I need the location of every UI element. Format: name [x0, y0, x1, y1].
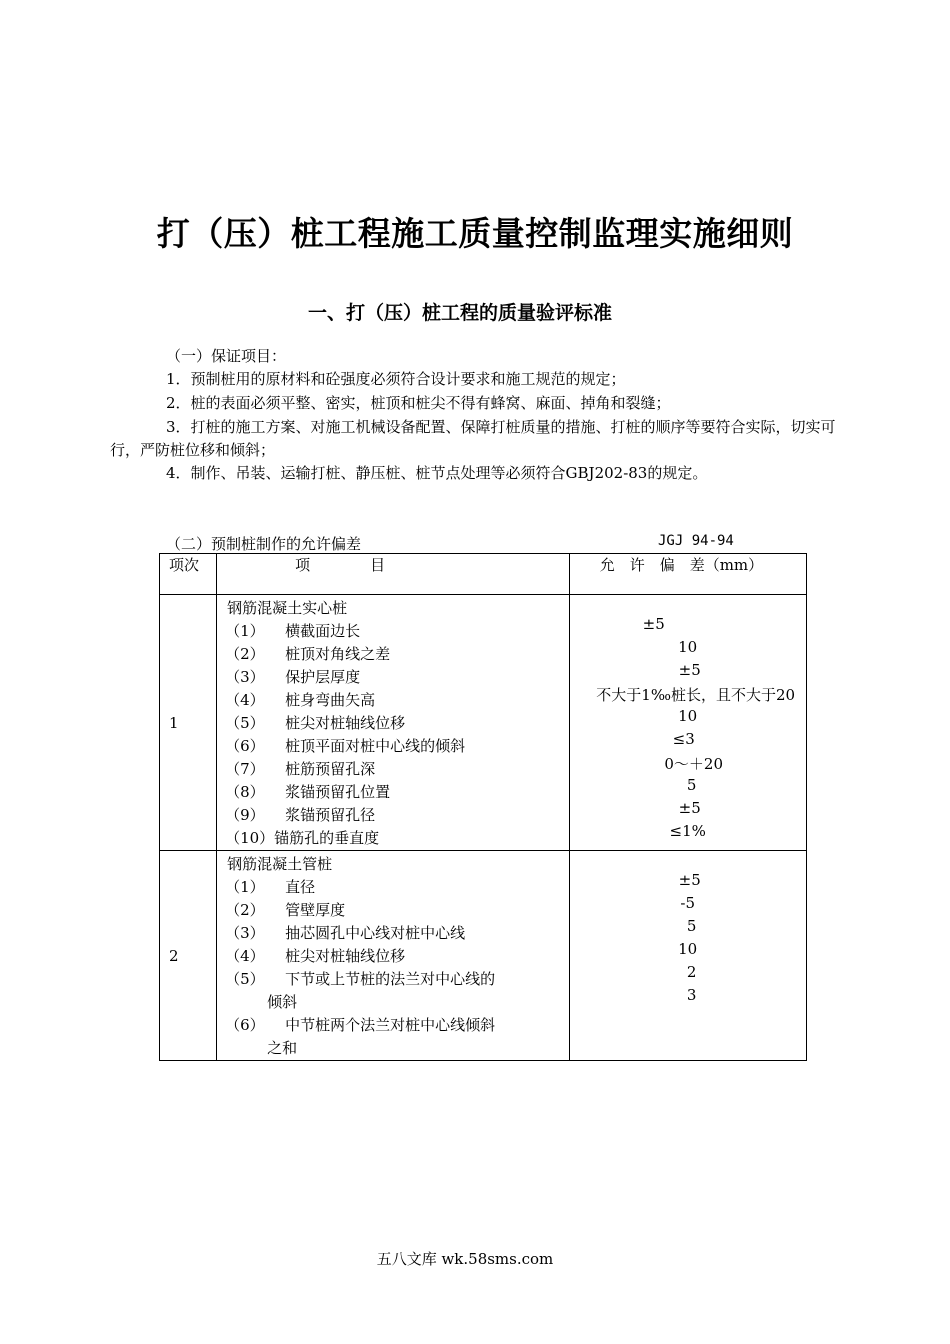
- tolerance-value: 0～＋20: [664, 755, 724, 773]
- item-list: [217, 851, 569, 1060]
- item-list: [217, 595, 569, 850]
- tolerance-table: [159, 553, 807, 1061]
- tolerance-value: 10: [678, 638, 698, 656]
- row-values: [569, 595, 806, 851]
- section-title: 一、打（压）桩工程的质量验评标准: [307, 302, 612, 324]
- list-item: （8） 浆锚预留孔位置: [225, 783, 391, 801]
- table-standard-code: JGJ 94-94: [658, 533, 734, 549]
- list-item: （6） 中节桩两个法兰对桩中心线倾斜: [225, 1016, 496, 1034]
- tolerance-value: 2: [686, 963, 697, 981]
- list-item: （1） 直径: [225, 878, 316, 896]
- tolerance-value: ±5: [642, 615, 665, 633]
- list-item: （9） 浆锚预留孔径: [225, 806, 376, 824]
- tolerance-value: 不大于1‰桩长，且不大于20: [596, 686, 796, 704]
- tolerance-value: ≤3: [672, 730, 695, 748]
- tolerance-value: ±5: [678, 871, 701, 889]
- row-items: [217, 595, 570, 851]
- document-title: 打（压）桩工程施工质量控制监理实施细则: [156, 214, 794, 253]
- list-item: （7） 桩筋预留孔深: [225, 760, 376, 778]
- tolerance-value: 10: [678, 940, 698, 958]
- section-name: 钢筋混凝土管桩: [227, 855, 333, 873]
- list-item-continued: 之和: [267, 1039, 298, 1057]
- row-values: [569, 851, 806, 1061]
- guarantee-item-2: 2．桩的表面必须平整、密实，桩顶和桩尖不得有蜂窝、麻面、掉角和裂缝；: [166, 394, 671, 412]
- table-row: [160, 595, 807, 851]
- tolerance-value: ±5: [678, 799, 701, 817]
- list-item: （4） 桩尖对桩轴线位移: [225, 947, 406, 965]
- table-header-row: [160, 554, 807, 595]
- list-item: （1） 横截面边长: [225, 622, 361, 640]
- list-item: （6） 桩顶平面对桩中心线的倾斜: [225, 737, 466, 755]
- guarantee-heading: （一）保证项目：: [166, 347, 287, 365]
- guarantee-item-4: 4．制作、吊装、运输打桩、静压桩、桩节点处理等必须符合GBJ202-83的规定。: [166, 464, 708, 482]
- footer-watermark: 五八文库 wk.58sms.com: [376, 1250, 554, 1268]
- guarantee-item-1: 1．预制桩用的原材料和砼强度必须符合设计要求和施工规范的规定；: [166, 370, 626, 388]
- tolerance-value: -5: [680, 894, 695, 912]
- list-item: （5） 下节或上节桩的法兰对中心线的: [225, 970, 496, 988]
- list-item: （2） 桩顶对角线之差: [225, 645, 391, 663]
- list-item: （4） 桩身弯曲矢高: [225, 691, 376, 709]
- row-items: [217, 851, 570, 1061]
- tolerance-value: 5: [686, 917, 697, 935]
- header-item-no: 项次: [160, 554, 217, 595]
- list-item-continued: 倾斜: [267, 993, 298, 1011]
- list-item: （2） 管壁厚度: [225, 901, 346, 919]
- tolerance-value: ≤1%: [669, 822, 706, 840]
- table-caption: （二）预制桩制作的允许偏差: [166, 535, 362, 553]
- guarantee-item-3: 3．打桩的施工方案、对施工机械设备配置、保障打桩质量的措施、打桩的顺序等要符合实际，切实可行，严防桩位移和倾斜；: [110, 418, 836, 459]
- section-name: 钢筋混凝土实心桩: [227, 599, 348, 617]
- tolerance-value: 10: [678, 707, 698, 725]
- list-item: （10） 锚筋孔的垂直度: [225, 829, 380, 847]
- tolerance-value: 3: [686, 986, 697, 1004]
- header-tolerance: 允 许 偏 差（mm）: [569, 554, 806, 595]
- tolerance-value: 5: [686, 776, 697, 794]
- list-item: （3） 保护层厚度: [225, 668, 361, 686]
- header-item: 项 目: [217, 554, 570, 595]
- table-row: [160, 851, 807, 1061]
- list-item: （5） 桩尖对桩轴线位移: [225, 714, 406, 732]
- row-number: 1: [160, 595, 217, 851]
- row-number: 2: [160, 851, 217, 1061]
- tolerance-value: ±5: [678, 661, 701, 679]
- list-item: （3） 抽芯圆孔中心线对桩中心线: [225, 924, 466, 942]
